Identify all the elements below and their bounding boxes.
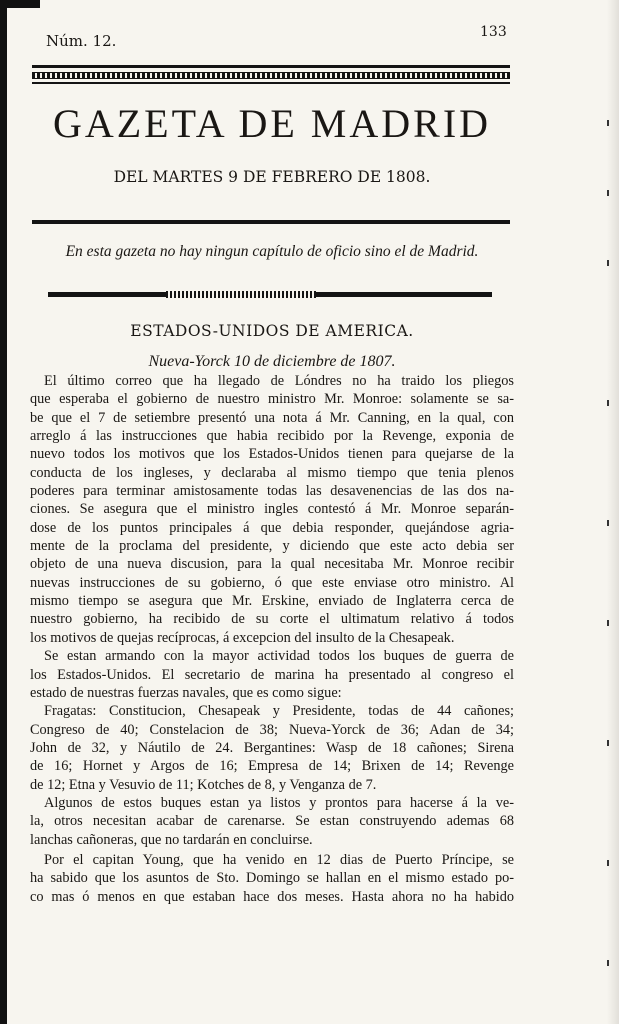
text-line: nuestro gobierno, ha recibido de su corte el ultimatum relativo á todos (30, 611, 514, 628)
text-line: poderes para terminar amistosamente todas las desavenencias de las dos na- (30, 483, 514, 500)
header-rule-top (32, 65, 510, 68)
text-line: de 12; Etna y Vesuvio de 11; Kotches de 8, y Venganza de 7. (30, 776, 377, 793)
text-line: ha sabido que los asuntos de Sto. Domingo se hallan en el mismo estado po- (30, 870, 514, 887)
margin-specks (607, 100, 615, 980)
page-number: 133 (480, 24, 507, 40)
text-line: de 16; Hornet y Argos de 16; Empresa de 14; Brixen de 14; Revenge (30, 758, 514, 775)
text-line: estado de nuestras fuerzas navales, que es como sigue: (30, 684, 342, 701)
masthead-date: DEL MARTES 9 DE FEBRERO DE 1808. (113, 168, 431, 186)
section-heading: ESTADOS-UNIDOS DE AMERICA. (130, 322, 414, 340)
masthead-title: GAZETA DE MADRID (52, 101, 492, 146)
issue-number: Núm. 12. (46, 32, 117, 50)
text-line: dose de los puntos principales á que debia responder, quejándose agria- (30, 519, 514, 536)
date-rule (32, 220, 510, 224)
official-notice: En esta gazeta no hay ningun capítulo de oficio sino el de Madrid. (65, 243, 479, 260)
text-line: El último correo que ha llegado de Lóndres no ha traido los pliegos (44, 373, 514, 389)
header-rule-ornament (32, 72, 510, 79)
section-dateline: Nueva-Yorck 10 de diciembre de 1807. (148, 353, 396, 370)
section-rule-ornament (166, 291, 316, 298)
text-line: lanchas cañoneras, que no tardarán en concluirse. (30, 831, 313, 848)
header-rule-bottom (32, 82, 510, 84)
text-line: ciones. Se asegura que el ministro ingles contestó á Mr. Monroe separán- (30, 501, 514, 518)
page-edge-top (0, 0, 40, 8)
text-line: los Estados-Unidos. El secretario de marina ha presentado al congreso el (30, 666, 514, 683)
text-line: mente de la proclama del presidente, y diciendo que este acto debia ser (30, 538, 514, 555)
text-line: arreglo á las instrucciones que habia recibido por la Revenge, exponia de (30, 428, 514, 445)
text-line: que esperaba el gobierno de nuestro ministro Mr. Monroe: solamente se sa- (30, 391, 514, 408)
text-line: Algunos de estos buques estan ya listos y prontos para hacerse á la ve- (44, 794, 514, 811)
text-line: mismo tiempo se asegura que Mr. Erskine, enviado de Inglaterra cerca de (30, 593, 514, 610)
text-line: la, otros necesitan acabar de carenarse. Se estan construyendo ademas 68 (30, 813, 514, 830)
text-line: Congreso de 40; Constelacion de 38; Nueva-Yorck de 36; Adan de 34; (30, 721, 514, 738)
text-line: objeto de una nueva discusion, para la qual necesitaba Mr. Monroe recibir (30, 556, 514, 573)
text-line: be que el 7 de setiembre presentó una nota á Mr. Canning, en la qual, con (30, 409, 514, 426)
text-line: nuevo todos los motivos que los Estados-Unidos tienen para quejarse de la (30, 446, 514, 463)
text-line: conducta de los ingleses, y declaraba al mismo tiempo que tenia plenos (30, 464, 514, 481)
text-line: los motivos de quejas recíprocas, á excepcion del insulto de la Chesapeak. (30, 629, 455, 646)
text-line: co mas ó menos en que estaban hace dos meses. Hasta ahora no ha habido (30, 888, 514, 905)
text-line: Por el capitan Young, que ha venido en 12 dias de Puerto Príncipe, se (44, 851, 514, 868)
text-line: nuevas instrucciones de su gobierno, ó que este enviase otro ministro. Al (30, 574, 514, 591)
text-line: Se estan armando con la mayor actividad todos los buques de guerra de (44, 648, 514, 665)
text-line: Fragatas: Constitucion, Chesapeak y Presidente, todas de 44 cañones; (44, 703, 514, 720)
text-line: John de 32, y Náutilo de 24. Bergantines: Wasp de 18 cañones; Sirena (30, 739, 514, 756)
page-edge-left (0, 0, 7, 1024)
article-body (30, 372, 514, 906)
